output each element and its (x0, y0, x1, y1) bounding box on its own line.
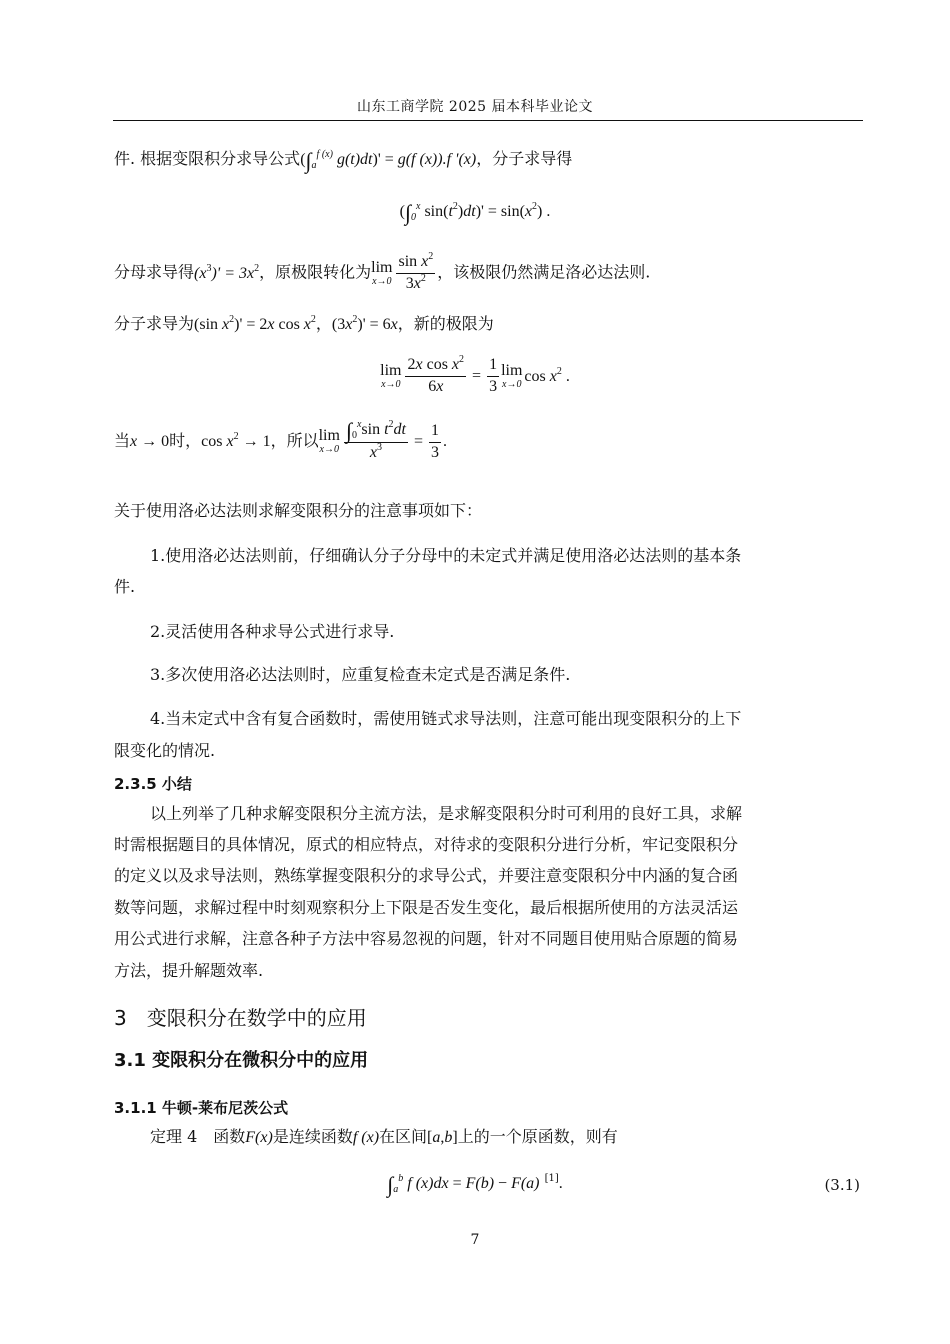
summary-line-5: 用公式进行求解，注意各种子方法中容易忽视的问题，针对不同题目使用贴合原题的简易 (114, 929, 739, 948)
theorem-4-statement: 定理 4 函数F(x)是连续函数f (x)在区间[a,b]上的一个原函数，则有 (150, 1127, 618, 1146)
summary-line-4: 数等问题，求解过程中时刻观察积分上下限是否发生变化，最后根据所使用的方法灵活运 (114, 898, 739, 917)
section-heading-3-1-1: 3.1.1 牛顿-莱布尼茨公式 (114, 1099, 289, 1117)
section-heading-3-1: 3.1 变限积分在微积分中的应用 (114, 1050, 369, 1071)
summary-line-1: 以上列举了几种求解变限积分主流方法，是求解变限积分时可利用的良好工具，求解 (150, 804, 743, 823)
page-number: 7 (470, 1232, 480, 1248)
display-equation-2: lim x→0 $\frac{2x \cos x^2}{6x}$ = $\frac{1}{3}$ lim x→0 $\cos x^2$ . (380, 354, 570, 395)
summary-line-2: 时需根据题目的具体情况，原式的相应特点，对待求的变限积分进行分析，牢记变限积分 (114, 835, 739, 854)
note-3: 3.多次使用洛必达法则时，应重复检查未定式是否满足条件. (150, 665, 571, 684)
text-line-4: 分子求导为(sin $x^2)' = 2x$ $\cos x^2$，$(3x^2)' = 6x$，新的极限为 (114, 314, 494, 333)
text-line-3: 分母求导得$(x^3)' = 3x^2$，原极限转化为 lim x→0 $\frac{\sin x^2}{3x^2}$ ，该极限仍然满足洛必达法则. (114, 251, 651, 292)
note-1b: 件. (114, 577, 136, 596)
note-2: 2.灵活使用各种求导公式进行求导. (150, 622, 395, 641)
summary-line-6: 方法，提升解题效率. (114, 961, 264, 980)
text-line-6: 当x → 0时，$\cos x^2 \to 1$，所以 lim x→0 $\frac{\int_0^x\sin t^2dt}{x^3}$ = $\frac{1}{3}$ . (114, 418, 448, 461)
formula-variable-limit-derivative: ($\int_a^{f (x)}$ g(t)dt)' = g(f (x)).f '(x) (300, 148, 477, 173)
citation-ref: [1] (544, 1173, 559, 1184)
running-header: 山东工商学院 2025 届本科毕业论文 (356, 99, 594, 115)
section-heading-2-3-5: 2.3.5 小结 (114, 775, 192, 793)
equation-number: (3.1) (824, 1176, 860, 1194)
summary-line-3: 的定义以及求导法则，熟练掌握变限积分的求导公式，并要注意变限积分中内涵的复合函 (114, 866, 739, 885)
chapter-heading-3: 3 变限积分在数学中的应用 (114, 1006, 367, 1030)
note-4a: 4.当未定式中含有复合函数时，需使用链式求导法则，注意可能出现变限积分的上下 (150, 709, 742, 728)
notes-intro: 关于使用洛必达法则求解变限积分的注意事项如下： (114, 501, 483, 520)
equation-3-1: $\int_a^b$ f (x)dx = F(b) − F(a) [1]. (387, 1172, 563, 1197)
text-line-1: 件. 根据变限积分求导公式($\int_a^{f (x)}$ g(t)dt)' = g(f (x)).f '(x)，分子求导得 (114, 148, 573, 173)
display-equation-1: ($\int_0^x$ $\sin(t^2)dt)' = \sin(x^2)$ . (399, 200, 551, 225)
header-rule (113, 120, 863, 121)
note-1a: 1.使用洛必达法则前，仔细确认分子分母中的未定式并满足使用洛必达法则的基本条 (150, 546, 742, 565)
note-4b: 限变化的情况. (114, 741, 216, 760)
